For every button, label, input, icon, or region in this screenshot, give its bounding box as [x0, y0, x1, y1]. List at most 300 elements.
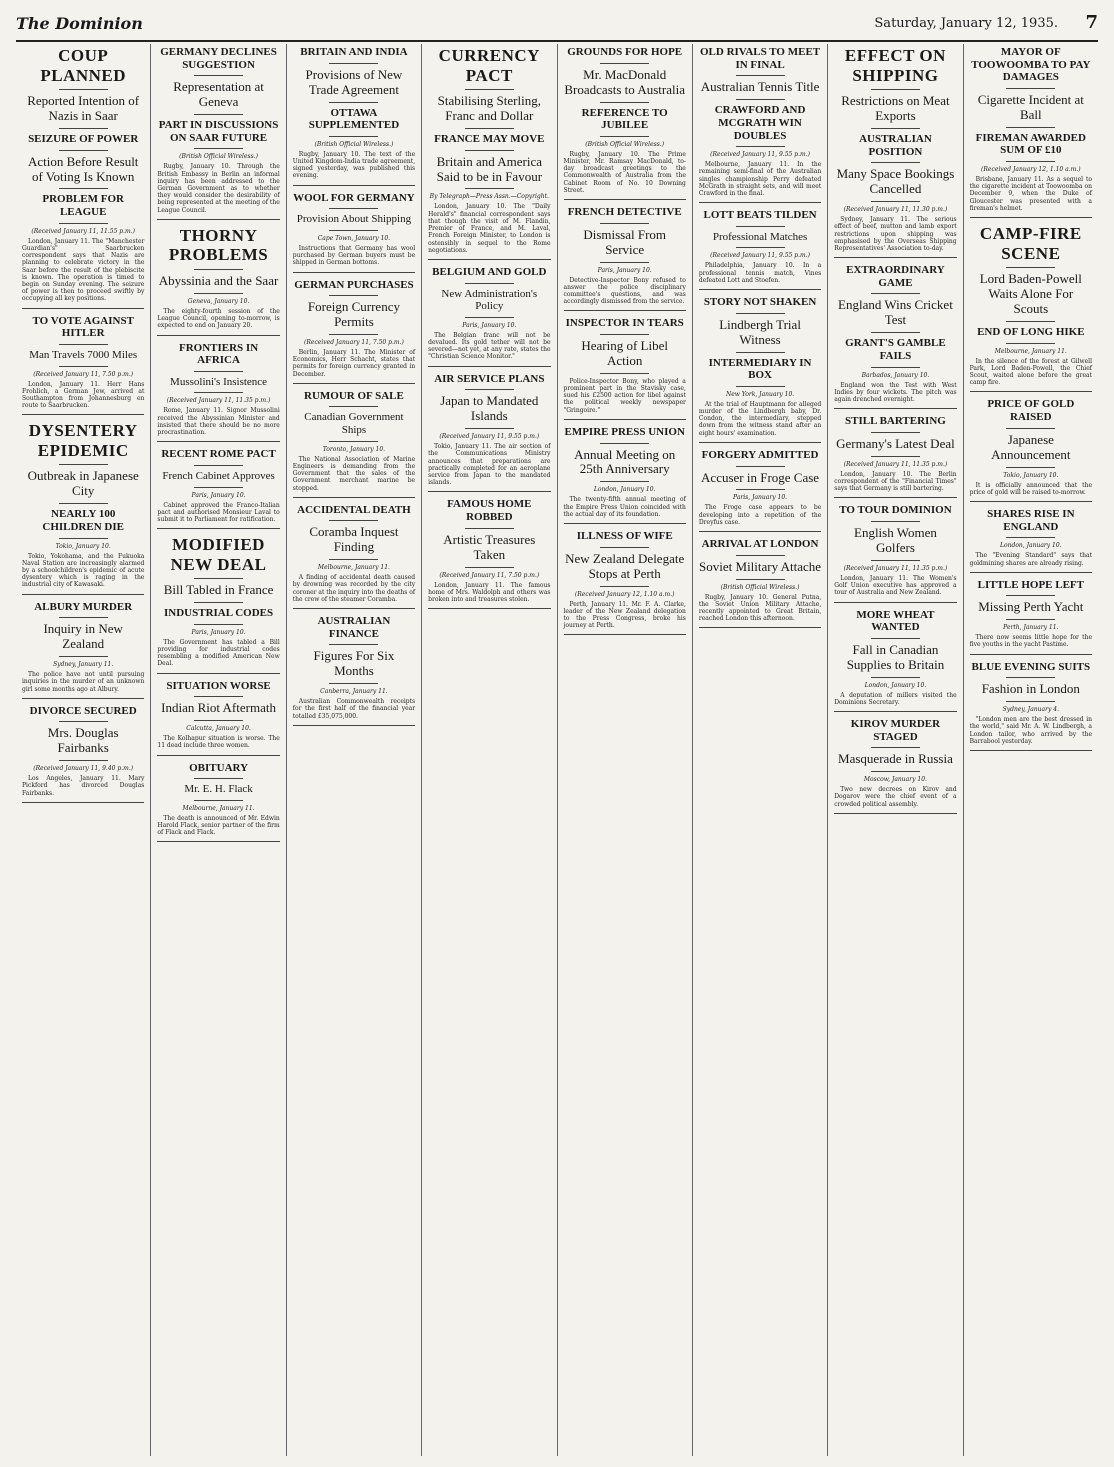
article-divider: [293, 497, 415, 498]
headline-rule: [194, 371, 243, 372]
dateline: Perth, January 11.: [1003, 624, 1059, 632]
subheadline: Stabilising Sterling, Franc and Dollar: [437, 93, 541, 124]
article-body: London, January 11. The famous home of Mrs. Waldolph and others was broken into and treasures stolen.: [428, 581, 551, 603]
dateline: (Received January 11, 9.40 p.m.): [33, 765, 134, 773]
headline: BLUE EVENING SUITS: [971, 660, 1091, 673]
headline-rule: [736, 247, 785, 248]
article-divider: [699, 289, 821, 290]
article-body: Cabinet approved the Franco-Italian pact and authorised Monsieur Laval to submit it to Parliament for ratification.: [157, 501, 280, 523]
headline: WOOL FOR GERMANY: [293, 191, 415, 204]
article-body: London, January 10. The Berlin correspondent of the "Financial Times" says that Germany is still bartering.: [834, 470, 957, 493]
headline-rule: [329, 559, 378, 560]
subheadline: Abyssinia and the Saar: [158, 272, 279, 288]
dateline: (British Official Wireless.): [585, 140, 665, 148]
headline-rule: [600, 547, 649, 548]
article-body: Rugby, January 10. The text of the United Kingdom-India trade agreement, signed yesterday, was published this evening.: [292, 150, 416, 180]
article-body: The Froge case appears to be developing into a repetition of the Dreyfus case.: [698, 504, 822, 526]
subheadline: Outbreak in Japanese City: [27, 468, 139, 499]
headline-rule: [600, 262, 649, 263]
headline: RUMOUR OF SALE: [304, 389, 404, 402]
headline-rule: [1006, 127, 1055, 128]
headline-rule: [736, 466, 785, 467]
article-body: Rome, January 11. Signor Mussolini received the Abyssinian Minister and insisted that there should be no more procrastination.: [157, 407, 280, 437]
article-body: Brisbane, January 11. As a sequel to the cigarette incident at Toowoomba on December 9, when the Duke of Gloucester was presented with a fireman's helmet.: [969, 176, 1092, 212]
article: [293, 192, 415, 273]
headline: LOTT BEATS TILDEN: [703, 209, 817, 222]
subheadline: Germany's Latest Deal: [836, 435, 955, 451]
headline: MORE WHEAT WANTED: [856, 608, 935, 634]
headline-rule: [871, 560, 920, 561]
headline-rule: [1006, 321, 1055, 322]
headline-rule: [1006, 619, 1055, 620]
article-divider: [428, 259, 550, 260]
article-divider: [834, 813, 956, 814]
article-divider: [293, 272, 415, 273]
column-6: [693, 44, 828, 1456]
headline-rule: [736, 146, 785, 147]
dateline: (Received January 12, 1.10 a.m.): [981, 166, 1081, 174]
headline-rule: [736, 555, 785, 556]
headline-rule: [194, 269, 243, 270]
article-body: It is officially announced that the price of gold will be raised to-morrow.: [969, 481, 1092, 496]
dateline: Paris, January 10.: [462, 321, 517, 329]
subheadline: Mussolini's Insistence: [170, 375, 268, 388]
headline-rule: [871, 201, 920, 202]
subheadline: Accuser in Froge Case: [701, 469, 820, 485]
headline-rule: [194, 602, 243, 603]
headline: DIVORCE SECURED: [29, 704, 137, 717]
article-divider: [564, 419, 686, 420]
headline-rule: [194, 392, 243, 393]
headline-rule: [465, 567, 514, 568]
article: [293, 279, 415, 384]
article: [428, 46, 550, 260]
article: [157, 448, 279, 529]
headline: ILLNESS OF WIFE: [576, 530, 673, 542]
page-number: 7: [1085, 12, 1098, 33]
dateline: (Received January 11, 11.35 p.m.): [166, 397, 271, 405]
article-divider: [699, 531, 821, 532]
headline: TO VOTE AGAINST HITLER: [32, 314, 134, 340]
column-3: [287, 44, 422, 1456]
subheadline: Indian Riot Aftermath: [161, 700, 276, 716]
subheadline: New Administration's Policy: [441, 287, 538, 313]
article-body: There now seems little hope for the five youths in the yacht Pastime.: [969, 634, 1092, 649]
article-divider: [970, 750, 1092, 751]
subheadline: SEIZURE OF POWER: [28, 132, 139, 145]
headline-rule: [600, 102, 649, 103]
subheadline: Man Travels 7000 Miles: [29, 348, 138, 361]
headline-rule: [871, 367, 920, 368]
dateline: London, January 10.: [864, 681, 927, 689]
article-body: Two new decrees on Kirov and Dogarov were the chief event of a crowded political assembly.: [834, 786, 957, 808]
headline: FRONTIERS IN AFRICA: [178, 341, 259, 367]
subheadline: English Women Golfers: [854, 525, 937, 555]
headline-rule: [59, 366, 108, 367]
article-body: A finding of accidental death caused by drowning was recorded by the city coroner at the inquiry into the deaths of the crew of the steamer Coramba.: [292, 574, 416, 603]
article-divider: [970, 572, 1092, 573]
dateline: (Received January 12, 1.10 a.m.): [574, 590, 675, 598]
dateline: Moscow, January 10.: [863, 776, 927, 784]
article: [157, 342, 279, 443]
headline: PRICE OF GOLD RAISED: [987, 398, 1075, 424]
article: [699, 538, 821, 628]
dateline: (British Official Wireless.): [314, 140, 394, 148]
headline-rule: [59, 89, 108, 90]
headline-rule: [600, 334, 649, 335]
newspaper-columns: [16, 44, 1098, 1456]
subheadline: England Wins Cricket Test: [838, 297, 953, 328]
subheadline: Japan to Mandated Islands: [440, 393, 539, 424]
headline: STILL BARTERING: [845, 415, 946, 428]
headline-rule: [1006, 677, 1055, 678]
headline-rule: [600, 63, 649, 64]
headline-rule: [59, 617, 108, 618]
article-body: The police have not until pursuing inquiries in the murder of an unknown girl some months ago at Albury.: [22, 671, 145, 693]
headline-rule: [59, 344, 108, 345]
article-divider: [157, 219, 279, 220]
dateline: Tokio, January 10.: [55, 542, 111, 550]
headline: FORGERY ADMITTED: [701, 448, 819, 461]
headline: THORNY PROBLEMS: [168, 225, 269, 265]
headline-rule: [465, 188, 514, 189]
article-divider: [970, 391, 1092, 392]
article-body: The eighty-fourth session of the League Council, opening to-morrow, is expected to end on January 20.: [157, 307, 280, 330]
headline-rule: [871, 638, 920, 639]
headline-rule: [736, 352, 785, 353]
headline-rule: [871, 747, 920, 748]
headline-rule: [329, 683, 378, 684]
headline: MODIFIED NEW DEAL: [170, 535, 267, 574]
headline-rule: [871, 293, 920, 294]
headline-rule: [329, 136, 378, 137]
subheadline: GRANT'S GAMBLE FAILS: [845, 337, 946, 362]
subheadline: Representation at Geneva: [173, 79, 264, 110]
dateline: (Received January 11, 7.50 p.m.): [439, 571, 540, 579]
article-body: Tokio, Yokohama, and the Fukuoka Naval Station are increasingly alarmed by a schoolchildren's epidemic of acute dysentery which is raging in the industrial city of Kawasaki.: [22, 552, 145, 589]
subheadline: Artistic Treasures Taken: [443, 531, 536, 562]
article-divider: [970, 217, 1092, 218]
subheadline: Provision About Shipping: [296, 213, 412, 226]
headline-rule: [329, 102, 378, 103]
article-body: Rugby, January 10. Through the British Embassy in Berlin an informal inquiry has been addressed to the German Government as to whether they would consider the desirability of being represented at the meeting of the League Council.: [157, 163, 280, 214]
article-body: In the silence of the forest at Gilwell Park, Lord Baden-Powell, the Chief Scout, waited alone before the great camp fire.: [969, 357, 1092, 387]
subheadline: Masquerade in Russia: [838, 751, 953, 767]
article-divider: [157, 673, 279, 674]
headline-rule: [329, 441, 378, 442]
article-body: Tokio, January 11. The air section of the Communications Ministry announces that preparations are practically completed for an aeroplane service from Japan to the mandated islands.: [428, 443, 551, 487]
article: [970, 661, 1092, 751]
dateline: Barbados, January 10.: [861, 371, 930, 379]
dateline: Sydney, January 11.: [53, 661, 114, 669]
headline-rule: [194, 487, 243, 488]
headline-rule: [1006, 161, 1055, 162]
article: [564, 46, 686, 200]
masthead: [16, 14, 1098, 42]
dateline: Calcutta, January 10.: [186, 725, 251, 733]
issue-date: Saturday, January 12, 1935.: [874, 16, 1058, 31]
article-divider: [22, 594, 144, 595]
dateline: (Received January 11, 11.55 p.m.): [31, 227, 135, 235]
headline-rule: [1006, 343, 1055, 344]
article-divider: [834, 257, 956, 258]
headline-rule: [465, 428, 514, 429]
dateline: (Received January 11, 9.55 p.m.): [710, 151, 810, 159]
subheadline: INTERMEDIARY IN BOX: [708, 356, 812, 382]
dateline: Cape Town, January 10.: [317, 234, 391, 242]
subheadline: Restrictions on Meat Exports: [841, 93, 950, 124]
article-divider: [699, 627, 821, 628]
headline-rule: [736, 75, 785, 76]
article: [157, 535, 279, 673]
article-divider: [293, 725, 415, 726]
subheadline: Inquiry in New Zealand: [43, 621, 123, 652]
article-body: Detective-Inspector Bony refused to answer the police disciplinary committee's questions, and was accordingly dismissed from the service.: [563, 276, 686, 306]
article-divider: [970, 654, 1092, 655]
dateline: (Received January 11, 11.30 p.m.): [843, 206, 948, 214]
headline-rule: [871, 432, 920, 433]
article: [22, 46, 144, 309]
dateline: (Received January 11, 11.35 p.m.): [843, 460, 948, 468]
dateline: Canberra, January 11.: [320, 688, 388, 696]
article-divider: [834, 497, 956, 498]
subheadline: END OF LONG HIKE: [977, 326, 1085, 338]
article-divider: [564, 634, 686, 635]
article-divider: [564, 310, 686, 311]
headline: AUSTRALIAN FINANCE: [317, 615, 391, 640]
headline: GERMANY DECLINES SUGGESTION: [160, 46, 277, 71]
headline-rule: [736, 489, 785, 490]
headline-rule: [736, 313, 785, 314]
dateline: London, January 10.: [593, 486, 656, 494]
headline-rule: [329, 230, 378, 231]
headline-rule: [465, 528, 514, 529]
headline-rule: [1006, 428, 1055, 429]
article: [428, 266, 550, 367]
subheadline: Japanese Announcement: [991, 431, 1071, 462]
article-body: A deputation of millers visited the Dominions Secretary.: [834, 691, 957, 706]
article-body: "London men are the best dressed in the world," said Mr. A. W. Lindbergh, a London tailor, who arrived by the Barrabool yesterday.: [969, 716, 1092, 745]
article: [157, 226, 279, 336]
headline-rule: [736, 99, 785, 100]
headline-rule: [465, 128, 514, 129]
headline-rule: [600, 373, 649, 374]
dateline: Paris, January 10.: [733, 494, 788, 502]
article-body: England won the Test with West Indies by four wickets. The pitch was again drenched overnight.: [834, 381, 957, 403]
subheadline: Provisions of New Trade Agreement: [305, 66, 403, 97]
headline: LITTLE HOPE LEFT: [977, 578, 1084, 591]
subheadline: Bill Tabled in France: [163, 582, 274, 598]
headline-rule: [329, 406, 378, 407]
dateline: (Received January 11, 7.50 p.m.): [304, 339, 404, 347]
article-divider: [699, 202, 821, 203]
subheadline: Missing Perth Yacht: [978, 599, 1084, 615]
headline: STORY NOT SHAKEN: [703, 296, 817, 309]
subheadline: Many Space Bookings Cancelled: [836, 166, 955, 197]
headline-rule: [59, 464, 108, 465]
headline-rule: [329, 334, 378, 335]
headline-rule: [59, 503, 108, 504]
article: [699, 46, 821, 203]
headline: ALBURY MURDER: [34, 600, 133, 613]
headline-rule: [59, 721, 108, 722]
headline-rule: [1006, 267, 1055, 268]
headline-rule: [1006, 537, 1055, 538]
dateline: Geneva, January 10.: [187, 297, 250, 305]
article: [970, 508, 1092, 573]
article: [970, 579, 1092, 655]
article: [834, 504, 956, 602]
article: [564, 317, 686, 420]
subheadline: Canadian Government Ships: [304, 411, 404, 437]
subheadline: Lord Baden-Powell Waits Alone For Scouts: [979, 271, 1082, 317]
headline-rule: [194, 465, 243, 466]
headline-rule: [59, 656, 108, 657]
headline-rule: [59, 150, 108, 151]
subheadline: Lindbergh Trial Witness: [719, 316, 801, 347]
headline-rule: [465, 150, 514, 151]
headline: COUP PLANNED: [40, 46, 127, 85]
headline: EXTRAORDINARY GAME: [846, 264, 945, 289]
article-body: Sydney, January 11. The serious effect of beef, mutton and lamb export restrictions upon shipping was emphasised by the Overseas Shipping Representatives' Association to-day.: [834, 216, 957, 252]
article: [22, 421, 144, 594]
headline: EFFECT ON SHIPPING: [844, 46, 946, 85]
subheadline: Cigarette Incident at Ball: [977, 91, 1084, 122]
article-body: Los Angeles, January 11. Mary Pickford has divorced Douglas Fairbanks.: [22, 775, 145, 797]
headline: GROUNDS FOR HOPE: [567, 46, 683, 58]
article: [834, 264, 956, 409]
article-body: Instructions that Germany has wool purchased by German buyers must be shipped in German bottoms.: [292, 244, 416, 267]
headline-rule: [600, 586, 649, 587]
article-divider: [970, 501, 1092, 502]
subheadline: FRANCE MAY MOVE: [434, 132, 545, 145]
headline-rule: [1006, 88, 1055, 89]
subheadline: French Cabinet Approves: [162, 469, 275, 482]
headline-rule: [59, 223, 108, 224]
subheadline: Foreign Currency Permits: [307, 299, 400, 330]
headline-rule: [59, 538, 108, 539]
dateline: By Telegraph—Press Assn.—Copyright.: [429, 193, 549, 201]
headline-rule: [871, 89, 920, 90]
headline: ACCIDENTAL DEATH: [297, 503, 411, 516]
dateline: Paris, January 10.: [191, 491, 246, 499]
headline-rule: [329, 644, 378, 645]
article-divider: [428, 608, 550, 609]
dateline: (Received January 11, 11.35 p.m.): [843, 564, 948, 572]
subheadline: CRAWFORD AND MCGRATH WIN DOUBLES: [714, 104, 806, 142]
article: [834, 718, 956, 814]
subheadline: Reported Intention of Nazis in Saar: [27, 93, 140, 124]
article: [564, 530, 686, 635]
headline-rule: [871, 677, 920, 678]
headline: SHARES RISE IN ENGLAND: [987, 508, 1075, 533]
column-8: [964, 44, 1098, 1456]
article-divider: [834, 711, 956, 712]
column-7: [828, 44, 963, 1456]
article-body: The National Association of Marine Engineers is demanding from the Government that the sales of the Government merchant marine be stopped.: [292, 455, 416, 492]
headline-rule: [194, 720, 243, 721]
headline-rule: [465, 317, 514, 318]
headline-rule: [194, 624, 243, 625]
headline-rule: [329, 520, 378, 521]
article-body: Berlin, January 11. The Minister of Economics, Herr Schacht, states that permits for foreign currency granted in December.: [292, 349, 416, 378]
article-body: The "Evening Standard" says that goldmining shares are already rising.: [969, 552, 1092, 567]
headline-rule: [59, 128, 108, 129]
article-body: Australian Commonwealth receipts for the first half of the financial year totalled £35,075,000.: [292, 698, 416, 720]
headline: TO TOUR DOMINION: [839, 504, 952, 517]
subheadline: NEARLY 100 CHILDREN DIE: [42, 508, 124, 533]
article-divider: [157, 335, 279, 336]
article-body: Perth, January 11. Mr. F. A. Clarke, leader of the New Zealand delegation to the Press Congress, broke his journey at Perth.: [563, 600, 686, 630]
article-body: Rugby, January 10. General Putna, the Soviet Union Military Attache, recently appointed to Great Britain, reached London this afternoon.: [698, 593, 822, 623]
headline-rule: [465, 89, 514, 90]
article: [834, 415, 956, 498]
headline: FAMOUS HOME ROBBED: [447, 498, 532, 524]
headline-rule: [194, 778, 243, 779]
headline-rule: [871, 162, 920, 163]
article: [428, 373, 550, 493]
subheadline: Fashion in London: [981, 681, 1080, 697]
article: [293, 390, 415, 498]
headline-rule: [871, 771, 920, 772]
article-divider: [22, 414, 144, 415]
headline: KIROV MURDER STAGED: [850, 718, 941, 743]
subheadline: Coramba Inquest Finding: [309, 524, 399, 555]
headline: OLD RIVALS TO MEET IN FINAL: [700, 46, 821, 71]
subheadline: Mrs. Douglas Fairbanks: [47, 725, 119, 756]
subheadline: PROBLEM FOR LEAGUE: [42, 193, 124, 219]
headline-rule: [194, 293, 243, 294]
headline-rule: [329, 208, 378, 209]
column-4: [422, 44, 557, 1456]
headline-rule: [600, 223, 649, 224]
subheadline: FIREMAN AWARDED SUM OF £10: [975, 131, 1086, 157]
article-divider: [22, 802, 144, 803]
headline: EMPIRE PRESS UNION: [564, 425, 685, 438]
article-body: London, January 11. The "Manchester Guardian's" Saarbrucken correspondent says that Nazis are planning to celebrate victory in the Saar before the result of the plebiscite is known. The operation is timed to begin on Sunday evening. The seizure of power is then to proceed swiftly by occupying all key positions.: [22, 237, 145, 303]
dateline: New York, January 10.: [725, 390, 795, 398]
headline-rule: [194, 800, 243, 801]
subheadline: OTTAWA SUPPLEMENTED: [308, 106, 400, 132]
headline-rule: [600, 443, 649, 444]
headline-rule: [1006, 595, 1055, 596]
article: [834, 46, 956, 258]
article-divider: [564, 523, 686, 524]
headline-rule: [600, 481, 649, 482]
dateline: Toronto, January 10.: [322, 445, 386, 453]
article: [834, 609, 956, 713]
headline-rule: [871, 128, 920, 129]
subheadline: Dismissal From Service: [583, 226, 667, 257]
headline-rule: [871, 521, 920, 522]
column-5: [558, 44, 693, 1456]
dateline: London, January 10.: [1000, 542, 1062, 550]
headline: INSPECTOR IN TEARS: [565, 317, 684, 330]
headline-rule: [871, 456, 920, 457]
headline-rule: [736, 579, 785, 580]
headline: CURRENCY PACT: [438, 46, 540, 85]
headline: SITUATION WORSE: [166, 679, 271, 692]
article: [699, 296, 821, 443]
headline-rule: [194, 114, 243, 115]
article-body: The Belgian franc will not be devalued. Its gold tether will not be severed—not yet, at any rate, states the "Christian Science Monitor.": [428, 331, 551, 361]
subheadline: New Zealand Delegate Stops at Perth: [565, 550, 685, 581]
article-body: The death is announced of Mr. Edwin Harold Flack, senior partner of the firm of Flack and Flack.: [157, 814, 280, 837]
article-divider: [699, 442, 821, 443]
article-divider: [22, 698, 144, 699]
dateline: (Received January 11, 9.55 p.m.): [439, 433, 540, 441]
headline-rule: [194, 148, 243, 149]
